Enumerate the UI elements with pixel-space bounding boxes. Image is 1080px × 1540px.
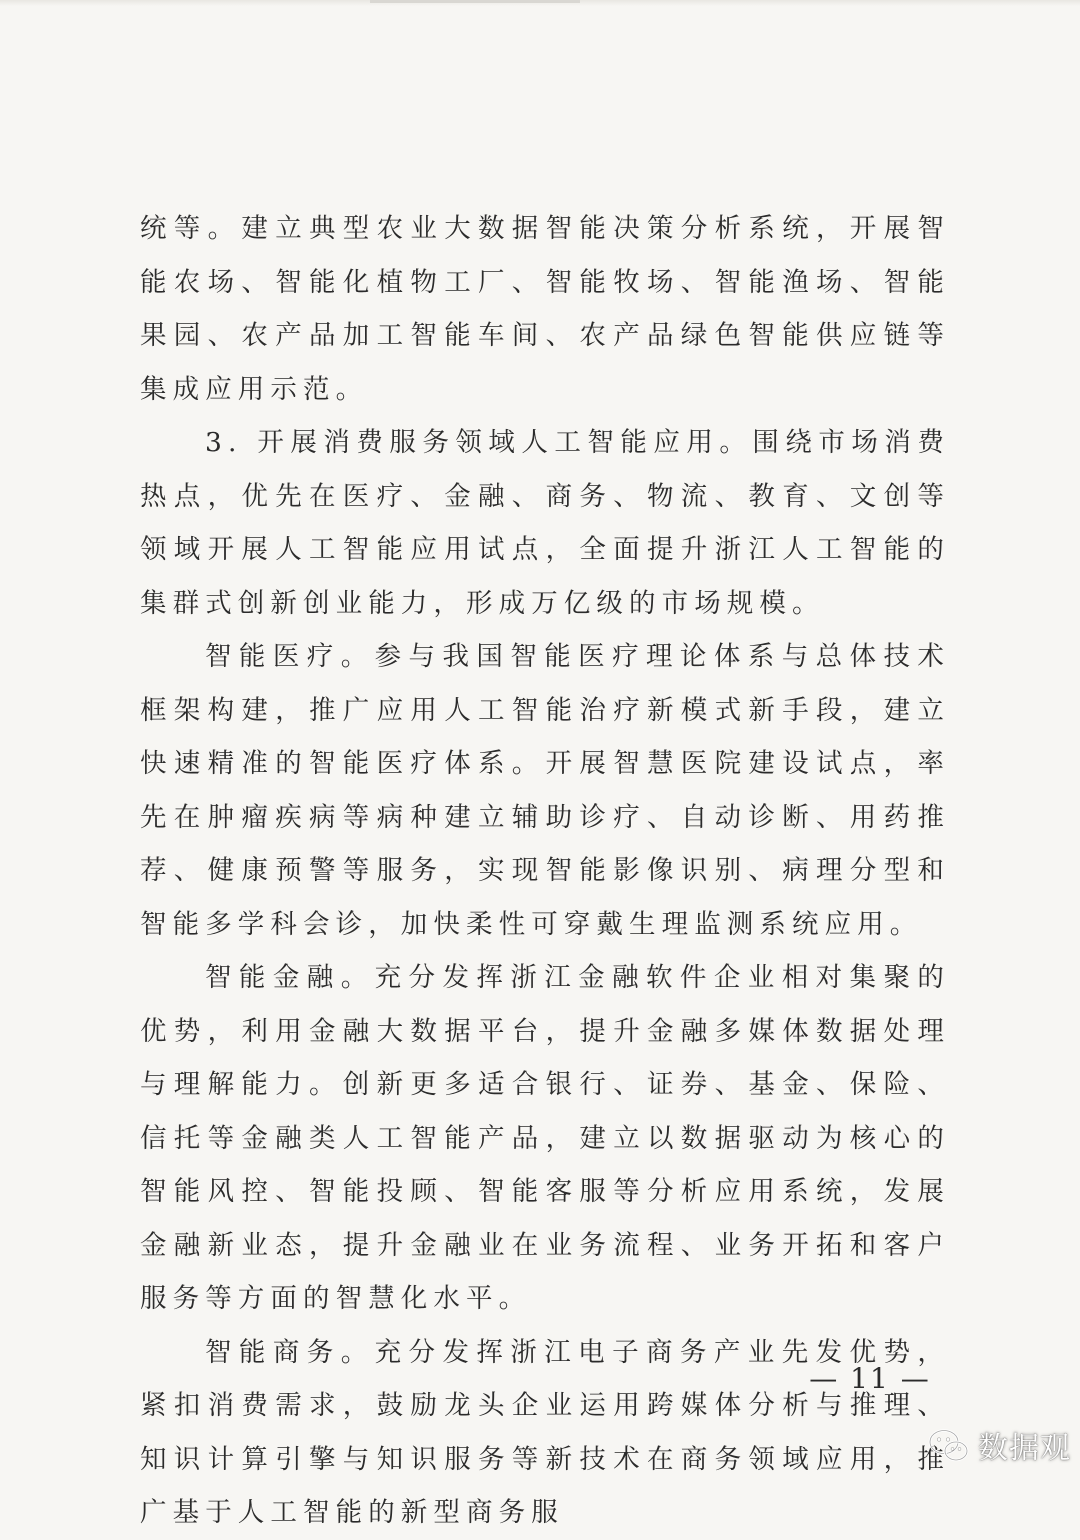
paragraph-smart-healthcare: 智能医疗。参与我国智能医疗理论体系与总体技术框架构建，推广应用人工智能治疗新模式新手段，建立快速精准的智能医疗体系。开展智慧医院建设试点，率先在肿瘤疾病等病种建立辅助诊疗、自动诊断、用药推荐、健康预警等服务，实现智能影像识别、病理分型和智能多学科会诊，加快柔性可穿戴生理监测系统应用。 bbox=[140, 641, 950, 940]
paragraph-smart-finance: 智能金融。充分发挥浙江金融软件企业相对集聚的优势，利用金融大数据平台，提升金融多媒体数据处理与理解能力。创新更多适合银行、证券、基金、保险、信托等金融类人工智能产品，建立以数据驱动为核心的智能风控、智能投顾、智能客服等分析应用系统，发展金融新业态，提升金融业在业务流程、业务开拓和客户服务等方面的智慧化水平。 bbox=[140, 962, 950, 1314]
watermark-text: 数据观 bbox=[978, 1431, 1071, 1466]
watermark bbox=[928, 1420, 1071, 1470]
paragraph-continuation: 统等。建立典型农业大数据智能决策分析系统，开展智能农场、智能化植物工厂、智能牧场、智能渔场、智能果园、农产品加工智能车间、农产品绿色智能供应链等集成应用示范。 bbox=[140, 213, 950, 405]
paragraph-consumer-services: 3. 开展消费服务领域人工智能应用。围绕市场消费热点，优先在医疗、金融、商务、物流、教育、文创等领域开展人工智能应用试点，全面提升浙江人工智能的集群式创新创业能力，形成万亿级的市场规模。 bbox=[140, 427, 950, 619]
wechat-icon bbox=[928, 1427, 970, 1463]
paragraph-smart-commerce: 智能商务。充分发挥浙江电子商务产业先发优势，紧扣消费需求，鼓励龙头企业运用跨媒体分析与推理、知识计算引擎与知识服务等新技术在商务领域应用，推广基于人工智能的新型商务服 bbox=[140, 1336, 950, 1528]
scan-mark bbox=[370, 0, 580, 3]
page-number: — 11 — bbox=[809, 1362, 931, 1395]
body-text bbox=[140, 202, 950, 1540]
